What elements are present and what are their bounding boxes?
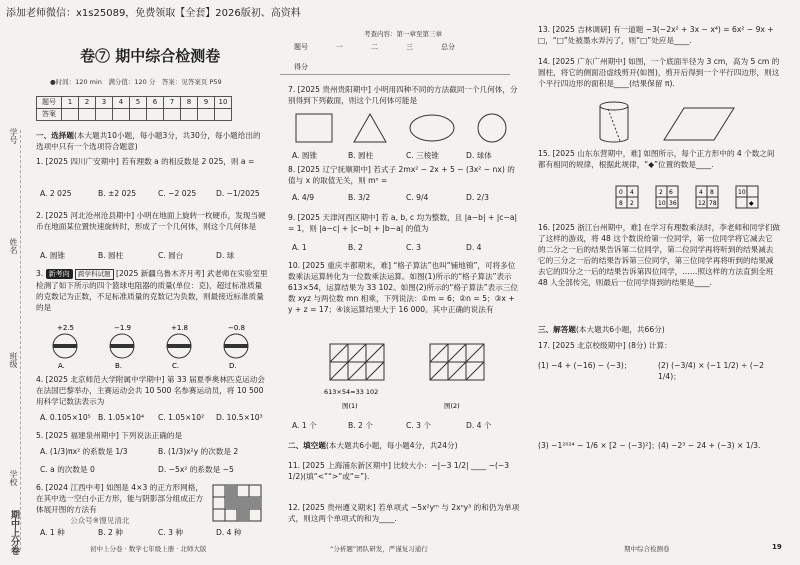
- svg-text:8: 8: [710, 189, 714, 196]
- q9-option-a[interactable]: A. 1: [292, 243, 307, 252]
- svg-text:78: 78: [709, 200, 717, 207]
- answer-cell[interactable]: [113, 109, 130, 121]
- ball-b: [110, 334, 134, 358]
- q4-option-a[interactable]: A. 0.105×10⁵: [40, 413, 91, 422]
- fig1-caption: 图(1): [342, 402, 358, 410]
- svg-text:4: 4: [630, 189, 634, 196]
- ball-c-label: +1.8: [171, 324, 188, 332]
- question-5: 5. [2025 福建泉州期中] 下列说法正确的是: [36, 431, 183, 440]
- cylinder: [600, 102, 628, 142]
- q17-expr-2: (2) (−3/4) × (−1 1/2) ÷ (−2 1/4)；: [658, 361, 764, 381]
- q2-option-c[interactable]: C. 圆台: [158, 251, 184, 260]
- lattice-fig-1: [330, 344, 384, 380]
- q7-option-a[interactable]: A. 圆锥: [292, 151, 318, 160]
- new-tag: 新考向: [46, 269, 73, 279]
- answer-cell[interactable]: [181, 109, 198, 121]
- svg-text:◆: ◆: [749, 200, 754, 207]
- question-14: 14. [2025 广东广州期中] 如图，一个底面半径为 3 cm，高为 5 cm 的圆柱，将它的侧面沿虚线剪开(如图)，剪开后得到一个平行四边形，则这个平行四边形的面积是____(结果保留 π).: [538, 57, 780, 88]
- q8-option-d[interactable]: D. 2/3: [466, 193, 489, 202]
- ball-a-label: +2.5: [57, 324, 74, 332]
- q4-option-c[interactable]: C. 1.05×10²: [158, 413, 205, 422]
- binding-label-id: 学号: [9, 128, 18, 144]
- binding-strip: [0, 0, 30, 565]
- binding-label-school: 学校: [9, 470, 18, 486]
- svg-text:4: 4: [699, 189, 703, 196]
- binding-logo: 期中上分卷: [9, 510, 19, 555]
- q6-option-b[interactable]: B. 2 种: [98, 528, 123, 537]
- answer-cell[interactable]: [79, 109, 96, 121]
- section-2-header: 二、填空题(本大题共6小题，每小题4分，共24分): [288, 441, 458, 450]
- q1-option-c[interactable]: C. −2 025: [158, 189, 197, 198]
- svg-text:6: 6: [669, 189, 673, 196]
- column-middle: [280, 0, 522, 565]
- answer-cell[interactable]: [147, 109, 164, 121]
- q1-option-d[interactable]: D. −1/2025: [216, 189, 260, 198]
- question-15: 15. [2025 山东东营期中，难] 如图所示，每个正方形中的 4 个数之间都有相同的规律，根据此规律，“◆”位置的数是____.: [538, 149, 775, 169]
- q5-option-c[interactable]: C. a 的次数是 0: [40, 465, 95, 474]
- answer-cell[interactable]: [96, 109, 113, 121]
- question-4: 4. [2025 北京师范大学附属中学期中] 第 33 届夏季奥林匹克运动会在法国巴黎举办，主赛运动会共 10 500 名参赛运动员，将 10 500 用科学记数法表示为: [36, 375, 265, 406]
- q9-option-c[interactable]: C. 3: [406, 243, 421, 252]
- q10-option-c[interactable]: C. 3 个: [406, 421, 431, 430]
- section-3-header: 三、解答题(本大题共6小题，共66分): [538, 325, 665, 334]
- q7-option-b[interactable]: B. 圆柱: [348, 151, 374, 160]
- svg-text:10: 10: [738, 189, 746, 196]
- svg-text:8: 8: [619, 200, 623, 207]
- q5-option-a[interactable]: A. (1/3)πx² 的系数是 1/3: [40, 447, 128, 456]
- q4-option-d[interactable]: D. 10.5×10³: [216, 413, 263, 422]
- question-13: 13. [2025 吉林调研] 有一道题 −3(−2x² + 3x − x⁴) = 6x² − 9x + □，“□”处被墨水弄污了，则“□”处应是____.: [538, 25, 774, 45]
- ball-a-option[interactable]: A.: [58, 362, 65, 370]
- ball-d: [224, 334, 248, 358]
- section-rectangle: [296, 114, 332, 142]
- q8-option-c[interactable]: C. 9/4: [406, 193, 429, 202]
- footer-right: 期中综合检测卷: [624, 545, 670, 553]
- svg-text:2: 2: [630, 200, 634, 207]
- q6-option-d[interactable]: D. 4 种: [216, 528, 242, 537]
- binding-label-name: 姓名: [9, 238, 18, 254]
- svg-text:2: 2: [659, 189, 663, 196]
- ball-b-label: −1.9: [114, 324, 131, 332]
- q7-option-c[interactable]: C. 三棱锥: [406, 151, 439, 160]
- question-17: 17. [2025 北京校级期中] (8分) 计算：: [538, 341, 672, 350]
- answer-grid: 题号 1 2 3 4 5 6 7 8 9 10 答案: [36, 96, 232, 121]
- ball-d-label: −0.8: [228, 324, 245, 332]
- q3-ball-figures: [40, 322, 266, 370]
- q9-option-d[interactable]: D. 4: [466, 243, 482, 252]
- column-right: [534, 0, 780, 565]
- cross-subject-tag: 跨学科试题: [75, 269, 114, 280]
- ball-c-option[interactable]: C.: [172, 362, 180, 370]
- question-6: 6. [2024 江西中考] 如图是 4×3 的正方形网格，在其中选一空白小正方形，能与阴影部分组成正方体展开图的方法有: [36, 483, 204, 514]
- svg-text:36: 36: [669, 200, 677, 207]
- cut-line: [20, 130, 21, 550]
- question-1: 1. [2025 四川广安期中] 若有理数 a 的相反数是 2 025，则 a =: [36, 157, 255, 166]
- q6-option-a[interactable]: A. 1 种: [40, 528, 65, 537]
- score-header-table: 题号 一 二 三 总分 得分: [294, 43, 455, 72]
- parallelogram: [664, 108, 734, 140]
- q10-option-b[interactable]: B. 2 个: [348, 421, 373, 430]
- content-scope: 考查内容：第一章至第三章: [364, 30, 442, 38]
- page-title: 卷⑦ 期中综合检测卷: [80, 47, 221, 65]
- ball-a: [53, 334, 77, 358]
- q2-option-a[interactable]: A. 圆锥: [40, 251, 66, 260]
- q17-expr-3: (3) −1²⁰²⁴ − 1/6 × [2 − (−3)²]；: [538, 441, 659, 450]
- ball-c: [167, 334, 191, 358]
- paper-icon: 卷⑦: [80, 47, 111, 65]
- section-circle: [478, 114, 506, 142]
- fig2-caption: 图(2): [444, 402, 460, 410]
- svg-text:12: 12: [698, 200, 706, 207]
- answer-cell[interactable]: [198, 109, 215, 121]
- q8-option-b[interactable]: B. 3/2: [348, 193, 371, 202]
- question-11: 11. [2025 上海浦东新区期中] 比较大小：−|−3 1/2| ____ −(−3 1/2)(填“<”“>”或“=”).: [288, 461, 510, 481]
- q2-option-b[interactable]: B. 圆柱: [98, 251, 124, 260]
- ball-b-option[interactable]: B.: [115, 362, 123, 370]
- question-16: 16. [2025 浙江台州期中，难] 在学习有理数乘法时，李老师和同学们做了这样的游戏，将 48 这个数说给第一位同学，第一位同学将它减去它的二分之一后的结果告诉第二位同学，第二位同学再将听到的结果减去它的三分之一后的结果告诉第三位同学，第三位同学再将听到的结果减去它的四分之一后的结果告诉第四位同学，……照这样的方法直到全班 48 人全部传完，则最后一位同学得到的结果是____.: [538, 223, 781, 287]
- q5-option-d[interactable]: D. −5x² 的系数是 −5: [158, 465, 234, 474]
- q14-cylinder-figure: [594, 100, 744, 146]
- q17-expr-1: (1) −4 + (−16) − (−3)；: [538, 361, 632, 370]
- q10-lattice-figures: [320, 338, 510, 416]
- question-7: 7. [2025 贵州贵阳期中] 小明用四种不同的方法截同一个几何体，分别得到下列截面，则这个几何体可能是: [288, 85, 518, 105]
- answer-cell[interactable]: [215, 109, 232, 121]
- answer-cell[interactable]: [62, 109, 79, 121]
- question-2: 2. [2025 河北沧州沧县期中] 小明在地面上旋转一枚硬币，发现当硬币在地面某位置快速旋转时，形成了一个几何体，则这个几何体是: [36, 211, 266, 231]
- question-8: 8. [2025 辽宁抚顺期中] 若式子 2mx² − 2x + 5 − (3x² − nx) 的值与 x 的取值无关，则 mⁿ =: [288, 165, 515, 185]
- question-9: 9. [2025 天津河西区期中] 若 a, b, c 均为整数，且 |a−b| + |c−a| = 1，则 |a−c| + |c−b| + |b−a| 的值为: [288, 213, 518, 233]
- q1-option-b[interactable]: B. ±2 025: [98, 189, 137, 198]
- exam-meta: ●时间：120 min 满分值：120 分 答案：见答案页 P59: [50, 78, 222, 86]
- section-triangle: [354, 114, 386, 142]
- q8-option-a[interactable]: A. 4/9: [292, 193, 315, 202]
- q10-option-d[interactable]: D. 4 个: [466, 421, 492, 430]
- q7-option-d[interactable]: D. 球体: [466, 151, 492, 160]
- section-1-header: 一、选择题(本大题共10小题，每小题3分，共30分，每小题给出的选项中只有一个选项符合题意): [36, 131, 261, 151]
- section-ellipse: [410, 115, 454, 141]
- q1-option-a[interactable]: A. 2 025: [40, 189, 72, 198]
- q7-cross-sections: [292, 110, 520, 146]
- footer-middle: “分析题”团队研发，严谨复习通行: [330, 545, 428, 553]
- binding-label-class: 班级: [9, 352, 18, 368]
- question-3: 3. 新考向 跨学科试题 [2025 新疆乌鲁木齐月考] 武老师在实验室里检测了如下所示的四个篮球电阻器的质量(单位：克)，超过标准质量的克数记为正数，不足标准质量的克数记为负数，则最接近标准质量的是: [36, 269, 268, 313]
- column-left: [30, 0, 268, 565]
- svg-text:0: 0: [619, 189, 623, 196]
- svg-text:10: 10: [658, 200, 666, 207]
- q2-option-d[interactable]: D. 球: [216, 251, 235, 260]
- q10-option-a[interactable]: A. 1 个: [292, 421, 317, 430]
- ball-d-option[interactable]: D.: [229, 362, 237, 370]
- q17-expr-4: (4) −2³ − 24 + (−3) × 1/3.: [658, 441, 761, 450]
- fig1-equation: 613×54=33 102: [324, 388, 379, 396]
- answer-cell[interactable]: [130, 109, 147, 121]
- stamp-text: 公众号※馒见清北: [70, 516, 130, 525]
- q4-option-b[interactable]: B. 1.05×10⁴: [98, 413, 145, 422]
- footer-left: 初中上分卷 · 数学七年级上册 · 北师大版: [90, 545, 207, 553]
- question-10: 10. [2025 重庆丰都期末，难] “格子算法”也叫“铺地锦”，可将多位数乘法运算转化为一位数乘法运算。如图(1)所示的“格子算法”表示 613×54，运算结果为 33 102。如图(2)所示的“格子算法”表示三位数 xyz 与两位数 mn 相乘，下列说法：①m = 6；②n = 5；③x + y + z = 17；④该运算结果大于 16 000。其中正确的说法有: [288, 261, 519, 314]
- answer-cell[interactable]: [164, 109, 181, 121]
- watermark-text: 添加老师微信：x1s25089，免费领取【全套】2026版初、高资料: [6, 8, 301, 19]
- q15-number-grids: [614, 184, 774, 210]
- q6-option-c[interactable]: C. 3 种: [158, 528, 183, 537]
- page-number: 19: [772, 543, 782, 551]
- q5-option-b[interactable]: B. (1/3)x²y 的次数是 2: [158, 447, 239, 456]
- question-12: 12. [2025 贵州遵义期末] 若单项式 −5x²yᵐ 与 2xⁿy³ 的和仍为单项式，则这两个单项式的和为____.: [288, 503, 520, 523]
- q6-grid-figure: [212, 484, 264, 524]
- lattice-fig-2: [430, 344, 484, 380]
- q9-option-b[interactable]: B. 2: [348, 243, 363, 252]
